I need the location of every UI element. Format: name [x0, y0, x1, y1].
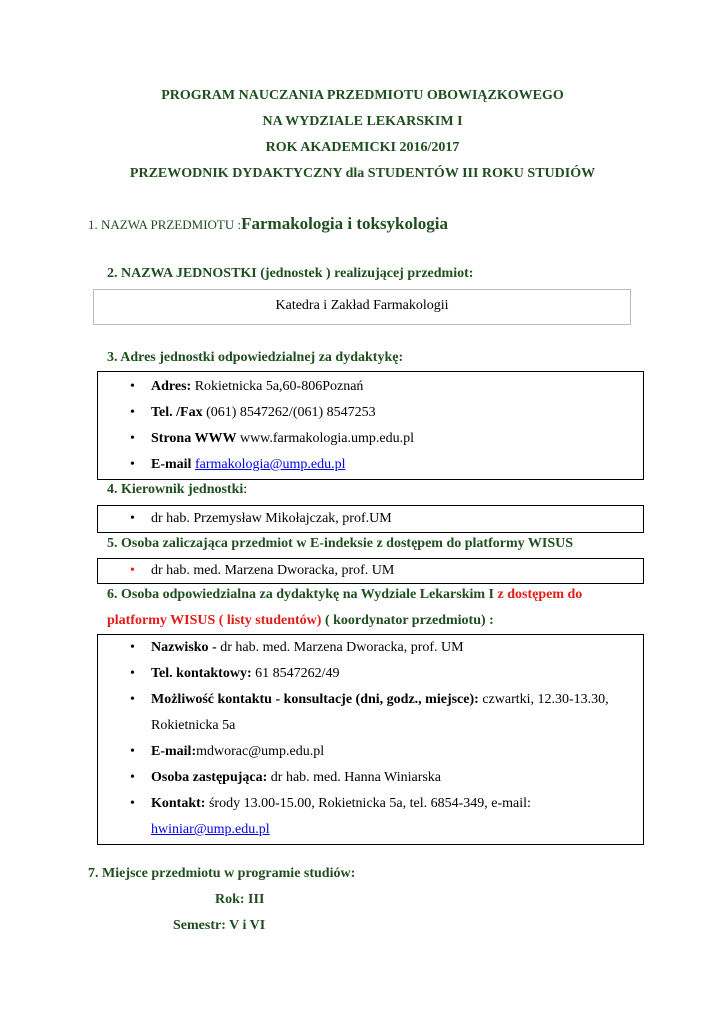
section-6-line-1 [107, 587, 582, 603]
coordinator-box [97, 634, 644, 845]
phone-key: Tel. /Fax [151, 405, 203, 420]
coordinator-name-key: Nazwisko - [151, 640, 217, 655]
header-line-3: ROK AKADEMICKI 2016/2017 [265, 140, 460, 155]
substitute-contact-value: środy 13.00-15.00, Rokietnicka 5a, tel. 6854-349, e-mail: [205, 796, 531, 811]
substitute-email-row [151, 822, 270, 838]
address-box [97, 371, 644, 480]
bullet-icon: • [130, 640, 135, 655]
section-6-label-a: 6. Osoba odpowiedzialna za dydaktykę na Wydziale Lekarskim I [107, 587, 498, 602]
section-6-line-2 [107, 613, 494, 629]
bullet-icon: • [130, 796, 135, 811]
website-value: www.farmakologia.ump.edu.pl [236, 431, 415, 446]
section-6-label-b: z dostępem do [497, 587, 583, 602]
section-1-label: 1. NAZWA PRZEDMIOTU : [88, 217, 242, 232]
head-box [97, 505, 644, 533]
consultation-key: Możliwość kontaktu - konsultacje (dni, godz., miejsce): [151, 692, 479, 707]
address-key: Adres: [151, 379, 192, 394]
coordinator-name-value: dr hab. med. Marzena Dworacka, prof. UM [216, 640, 464, 655]
coordinator-email-value: mdworac@ump.edu.pl [196, 744, 325, 759]
bullet-icon: • [130, 770, 135, 785]
header-line-4: PRZEWODNIK DYDAKTYCZNY dla STUDENTÓW III ROKU STUDIÓW [129, 166, 596, 181]
section-4-label: 4. Kierownik jednostki [107, 482, 244, 497]
bullet-icon: • [130, 563, 135, 578]
section-1-value: Farmakologia i toksykologia [241, 214, 448, 233]
bullet-icon: • [130, 379, 135, 394]
grader-box [97, 558, 644, 584]
bullet-icon: • [130, 405, 135, 420]
substitute-key: Osoba zastępująca: [151, 770, 268, 785]
coordinator-email-key: E-mail: [151, 744, 197, 759]
header-line-1: PROGRAM NAUCZANIA PRZEDMIOTU OBOWIĄZKOWEGO [161, 88, 564, 103]
website-key: Strona WWW [151, 431, 237, 446]
substitute-contact-key: Kontakt: [151, 796, 206, 811]
section-6-label-c: platformy WISUS ( listy studentów) [107, 613, 322, 628]
section-4-colon: : [243, 482, 248, 497]
unit-name: Katedra i Zakład Farmakologii [275, 298, 449, 313]
consultation-value: czwartki, 12.30-13.30, [478, 692, 609, 707]
section-6-label-d: ( koordynator przedmiotu) : [321, 613, 494, 628]
section-5-label: 5. Osoba zaliczająca przedmiot w E-indeksie z dostępem do platformy WISUS [107, 536, 573, 551]
email-link[interactable]: farmakologia@ump.edu.pl [194, 457, 346, 472]
coordinator-phone-value: 61 8547262/49 [251, 666, 340, 681]
address-value: Rokietnicka 5a,60-806Poznań [191, 379, 364, 394]
bullet-icon: • [130, 666, 135, 681]
bullet-icon: • [130, 431, 135, 446]
section-7-label: 7. Miejsce przedmiotu w programie studiów: [88, 866, 356, 881]
bullet-icon: • [130, 744, 135, 759]
grader-value: dr hab. med. Marzena Dworacka, prof. UM [151, 563, 395, 578]
coordinator-phone-key: Tel. kontaktowy: [151, 666, 252, 681]
bullet-icon: • [130, 692, 135, 707]
section-3-label: 3. Adres jednostki odpowiedzialnej za dydaktykę: [107, 350, 404, 365]
phone-value: (061) 8547262/(061) 8547253 [202, 405, 376, 420]
head-value: dr hab. Przemysław Mikołajczak, prof.UM [151, 511, 392, 526]
substitute-email-link[interactable]: hwiniar@ump.edu.pl [151, 822, 270, 837]
consultation-place: Rokietnicka 5a [151, 718, 236, 733]
email-key: E-mail [151, 457, 192, 472]
header-line-2: NA WYDZIALE LEKARSKIM I [262, 114, 463, 129]
bullet-icon: • [130, 457, 135, 472]
unit-name-box [93, 289, 631, 325]
year-label: Rok: III [215, 892, 265, 907]
section-1 [88, 214, 448, 234]
section-2-label: 2. NAZWA JEDNOSTKI (jednostek ) realizującej przedmiot: [107, 266, 474, 281]
semester-label: Semestr: V i VI [173, 918, 266, 933]
section-4 [107, 482, 247, 498]
bullet-icon: • [130, 511, 135, 526]
substitute-value: dr hab. med. Hanna Winiarska [267, 770, 442, 785]
